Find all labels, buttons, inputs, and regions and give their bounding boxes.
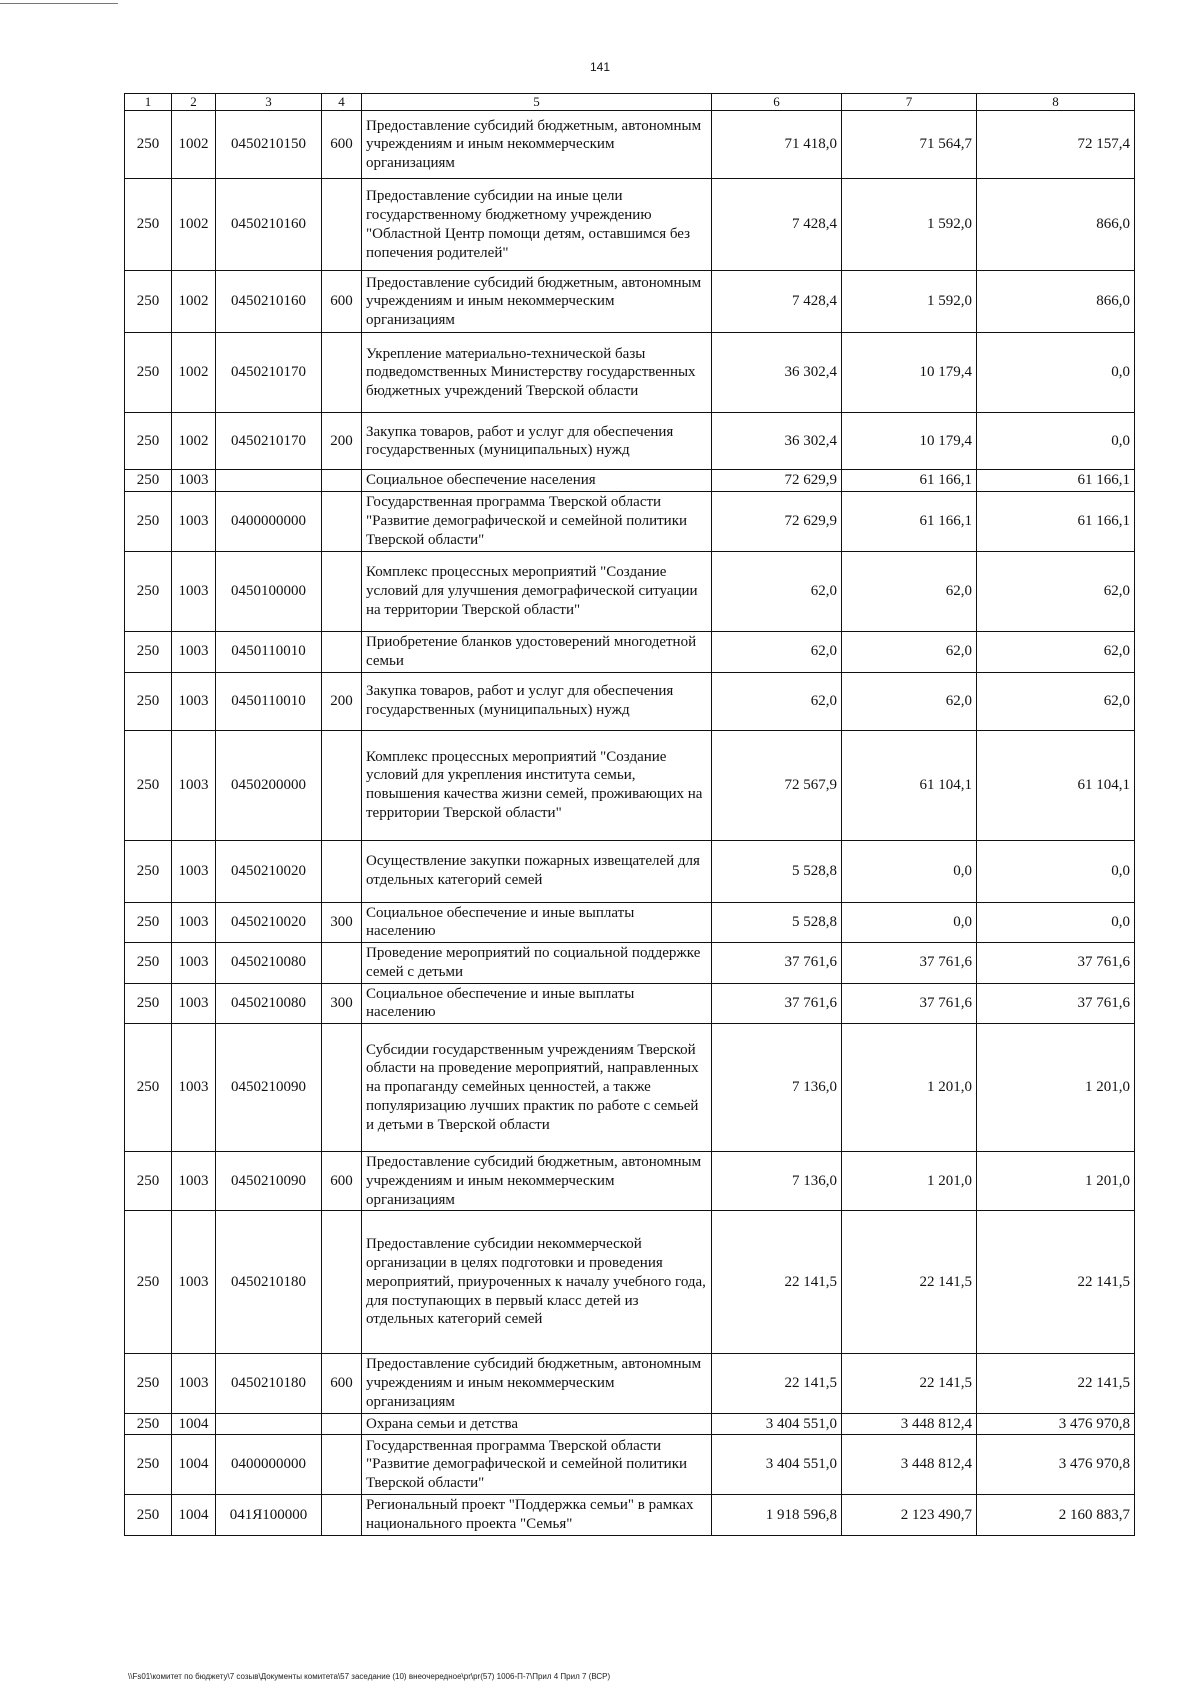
cell-amount-year2: 62,0 (842, 632, 977, 673)
cell-section: 1003 (172, 730, 216, 840)
table-row (125, 943, 1135, 984)
cell-expense-type (322, 1024, 362, 1152)
cell-section: 1003 (172, 632, 216, 673)
cell-amount-year3: 37 761,6 (977, 983, 1135, 1024)
cell-amount-year2: 1 592,0 (842, 271, 977, 333)
table-row (125, 1495, 1135, 1536)
table-row (125, 1413, 1135, 1435)
cell-amount-year3: 62,0 (977, 672, 1135, 730)
cell-name: Региональный проект "Поддержка семьи" в рамках национального проекта "Семья" (362, 1495, 712, 1536)
cell-name: Предоставление субсидий бюджетным, автономным учреждениям и иным некоммерческим организациям (362, 1152, 712, 1211)
cell-name: Охрана семьи и детства (362, 1413, 712, 1435)
cell-amount-year2: 0,0 (842, 902, 977, 943)
cell-target-article: 0450110010 (216, 672, 322, 730)
cell-name: Предоставление субсидии некоммерческой организации в целях подготовки и проведения мероприятий, приуроченных к началу учебного года, для поступающих в первый класс детей из отдельных категорий семей (362, 1211, 712, 1354)
cell-expense-type (322, 470, 362, 492)
cell-target-article: 0450210080 (216, 983, 322, 1024)
cell-grbs: 250 (125, 730, 172, 840)
cell-target-article: 0450210160 (216, 271, 322, 333)
cell-section: 1004 (172, 1435, 216, 1495)
cell-section: 1002 (172, 271, 216, 333)
table-row (125, 1211, 1135, 1354)
cell-amount-year3: 866,0 (977, 271, 1135, 333)
cell-section: 1002 (172, 179, 216, 271)
cell-amount-year2: 37 761,6 (842, 943, 977, 984)
cell-section: 1003 (172, 983, 216, 1024)
cell-section: 1003 (172, 902, 216, 943)
cell-grbs: 250 (125, 1495, 172, 1536)
cell-expense-type (322, 333, 362, 413)
cell-expense-type (322, 1211, 362, 1354)
cell-section: 1003 (172, 840, 216, 902)
cell-amount-year3: 2 160 883,7 (977, 1495, 1135, 1536)
cell-name: Комплекс процессных мероприятий "Создание условий для укрепления института семьи, повышения качества жизни семей, проживающих на территории Тверской области" (362, 730, 712, 840)
cell-name: Осуществление закупки пожарных извещателей для отдельных категорий семей (362, 840, 712, 902)
cell-grbs: 250 (125, 179, 172, 271)
table-row (125, 470, 1135, 492)
cell-expense-type: 600 (322, 111, 362, 179)
cell-target-article: 0400000000 (216, 1435, 322, 1495)
cell-amount-year2: 61 166,1 (842, 470, 977, 492)
cell-grbs: 250 (125, 333, 172, 413)
cell-section: 1003 (172, 1211, 216, 1354)
cell-amount-year2: 62,0 (842, 552, 977, 632)
cell-amount-year1: 5 528,8 (712, 902, 842, 943)
cell-name: Предоставление субсидий бюджетным, автономным учреждениям и иным некоммерческим организациям (362, 271, 712, 333)
cell-amount-year3: 61 166,1 (977, 470, 1135, 492)
page-number: 141 (589, 60, 611, 74)
cell-amount-year3: 37 761,6 (977, 943, 1135, 984)
cell-grbs: 250 (125, 470, 172, 492)
cell-expense-type (322, 1413, 362, 1435)
cell-grbs: 250 (125, 840, 172, 902)
cell-name: Предоставление субсидий бюджетным, автономным учреждениям и иным некоммерческим организациям (362, 1354, 712, 1413)
cell-amount-year3: 866,0 (977, 179, 1135, 271)
cell-amount-year3: 1 201,0 (977, 1152, 1135, 1211)
cell-amount-year1: 7 428,4 (712, 271, 842, 333)
table-row (125, 902, 1135, 943)
cell-amount-year1: 22 141,5 (712, 1211, 842, 1354)
cell-section: 1003 (172, 1354, 216, 1413)
cell-grbs: 250 (125, 1152, 172, 1211)
cell-section: 1004 (172, 1495, 216, 1536)
cell-name: Укрепление материально-технической базы подведомственных Министерству государственных бюджетных учреждений Тверской области (362, 333, 712, 413)
cell-grbs: 250 (125, 1435, 172, 1495)
cell-amount-year3: 0,0 (977, 333, 1135, 413)
cell-expense-type: 600 (322, 1354, 362, 1413)
cell-amount-year2: 0,0 (842, 840, 977, 902)
cell-grbs: 250 (125, 552, 172, 632)
cell-target-article: 0450210020 (216, 902, 322, 943)
cell-grbs: 250 (125, 111, 172, 179)
cell-amount-year1: 62,0 (712, 632, 842, 673)
cell-amount-year3: 62,0 (977, 552, 1135, 632)
cell-name: Субсидии государственным учреждениям Тверской области на проведение мероприятий, направленных на пропаганду семейных ценностей, а также популяризацию лучших практик по работе с семьей и детьми в Тверской области (362, 1024, 712, 1152)
cell-amount-year2: 10 179,4 (842, 413, 977, 470)
cell-expense-type (322, 492, 362, 552)
cell-amount-year3: 3 476 970,8 (977, 1435, 1135, 1495)
cell-expense-type (322, 840, 362, 902)
cell-name: Государственная программа Тверской области "Развитие демографической и семейной политики Тверской области" (362, 492, 712, 552)
cell-amount-year1: 62,0 (712, 672, 842, 730)
cell-expense-type: 300 (322, 983, 362, 1024)
cell-grbs: 250 (125, 1413, 172, 1435)
cell-name: Государственная программа Тверской области "Развитие демографической и семейной политики Тверской области" (362, 1435, 712, 1495)
cell-name: Закупка товаров, работ и услуг для обеспечения государственных (муниципальных) нужд (362, 672, 712, 730)
cell-name: Предоставление субсидии на иные цели государственному бюджетному учреждению "Областной Центр помощи детям, оставшимся без попечения родителей" (362, 179, 712, 271)
cell-amount-year1: 36 302,4 (712, 333, 842, 413)
cell-amount-year1: 37 761,6 (712, 943, 842, 984)
cell-amount-year2: 22 141,5 (842, 1211, 977, 1354)
cell-expense-type: 200 (322, 672, 362, 730)
cell-amount-year2: 61 104,1 (842, 730, 977, 840)
cell-expense-type (322, 1495, 362, 1536)
cell-amount-year2: 10 179,4 (842, 333, 977, 413)
table-row (125, 1024, 1135, 1152)
table-body (125, 111, 1135, 1536)
cell-amount-year2: 22 141,5 (842, 1354, 977, 1413)
table-row (125, 840, 1135, 902)
cell-target-article: 0450210170 (216, 413, 322, 470)
cell-section: 1003 (172, 552, 216, 632)
cell-target-article: 041Я100000 (216, 1495, 322, 1536)
cell-expense-type (322, 552, 362, 632)
table-row (125, 1435, 1135, 1495)
cell-amount-year2: 37 761,6 (842, 983, 977, 1024)
cell-target-article: 0450210150 (216, 111, 322, 179)
column-header: 7 (842, 94, 977, 111)
cell-section: 1003 (172, 943, 216, 984)
cell-amount-year1: 7 428,4 (712, 179, 842, 271)
cell-amount-year1: 3 404 551,0 (712, 1413, 842, 1435)
cell-name: Закупка товаров, работ и услуг для обеспечения государственных (муниципальных) нужд (362, 413, 712, 470)
cell-amount-year3: 61 166,1 (977, 492, 1135, 552)
footer-file-path: \\Fs01\комитет по бюджету\7 созыв\Документы комитета\57 заседание (10) внеочередное\pr\pr(57) 1006-П-7\Прил 4 Прил 7 (ВСР) (128, 1672, 611, 1681)
cell-section: 1003 (172, 1024, 216, 1152)
cell-amount-year2: 1 201,0 (842, 1152, 977, 1211)
cell-section: 1004 (172, 1413, 216, 1435)
cell-name: Социальное обеспечение населения (362, 470, 712, 492)
cell-target-article: 0450210180 (216, 1211, 322, 1354)
cell-target-article: 0450210170 (216, 333, 322, 413)
cell-expense-type (322, 1435, 362, 1495)
cell-amount-year3: 62,0 (977, 632, 1135, 673)
cell-section: 1003 (172, 470, 216, 492)
cell-target-article (216, 470, 322, 492)
table-row (125, 632, 1135, 673)
cell-amount-year2: 62,0 (842, 672, 977, 730)
cell-amount-year1: 1 918 596,8 (712, 1495, 842, 1536)
cell-target-article: 0450200000 (216, 730, 322, 840)
table-row (125, 413, 1135, 470)
cell-target-article: 0450110010 (216, 632, 322, 673)
cell-expense-type (322, 179, 362, 271)
column-header: 4 (322, 94, 362, 111)
cell-amount-year3: 22 141,5 (977, 1211, 1135, 1354)
cell-grbs: 250 (125, 492, 172, 552)
cell-target-article: 0450210090 (216, 1024, 322, 1152)
cell-amount-year1: 7 136,0 (712, 1024, 842, 1152)
cell-amount-year1: 7 136,0 (712, 1152, 842, 1211)
cell-grbs: 250 (125, 943, 172, 984)
cell-amount-year2: 71 564,7 (842, 111, 977, 179)
cell-expense-type (322, 632, 362, 673)
table-row (125, 271, 1135, 333)
cell-amount-year3: 1 201,0 (977, 1024, 1135, 1152)
cell-target-article: 0450100000 (216, 552, 322, 632)
cell-expense-type (322, 730, 362, 840)
column-header: 3 (216, 94, 322, 111)
cell-amount-year2: 1 201,0 (842, 1024, 977, 1152)
column-header: 1 (125, 94, 172, 111)
cell-name: Социальное обеспечение и иные выплаты населению (362, 983, 712, 1024)
cell-target-article (216, 1413, 322, 1435)
cell-amount-year1: 37 761,6 (712, 983, 842, 1024)
cell-amount-year1: 5 528,8 (712, 840, 842, 902)
table-row (125, 333, 1135, 413)
cell-amount-year3: 0,0 (977, 840, 1135, 902)
cell-target-article: 0400000000 (216, 492, 322, 552)
cell-amount-year3: 3 476 970,8 (977, 1413, 1135, 1435)
cell-grbs: 250 (125, 1024, 172, 1152)
cell-section: 1002 (172, 111, 216, 179)
cell-expense-type: 200 (322, 413, 362, 470)
cell-grbs: 250 (125, 632, 172, 673)
cell-name: Социальное обеспечение и иные выплаты населению (362, 902, 712, 943)
cell-section: 1003 (172, 492, 216, 552)
cell-name: Предоставление субсидий бюджетным, автономным учреждениям и иным некоммерческим организациям (362, 111, 712, 179)
cell-amount-year1: 72 629,9 (712, 492, 842, 552)
cell-amount-year1: 22 141,5 (712, 1354, 842, 1413)
column-header: 5 (362, 94, 712, 111)
cell-section: 1002 (172, 333, 216, 413)
cell-name: Комплекс процессных мероприятий "Создание условий для улучшения демографической ситуации на территории Тверской области" (362, 552, 712, 632)
cell-expense-type: 600 (322, 1152, 362, 1211)
cell-amount-year1: 62,0 (712, 552, 842, 632)
budget-table (124, 93, 1135, 1536)
cell-amount-year3: 61 104,1 (977, 730, 1135, 840)
cell-target-article: 0450210160 (216, 179, 322, 271)
cell-name: Проведение мероприятий по социальной поддержке семей с детьми (362, 943, 712, 984)
cell-amount-year1: 72 567,9 (712, 730, 842, 840)
cell-amount-year2: 3 448 812,4 (842, 1435, 977, 1495)
cell-target-article: 0450210180 (216, 1354, 322, 1413)
cell-grbs: 250 (125, 672, 172, 730)
table-row (125, 730, 1135, 840)
cell-amount-year1: 3 404 551,0 (712, 1435, 842, 1495)
table-header-row (125, 94, 1135, 111)
cell-grbs: 250 (125, 1354, 172, 1413)
cell-amount-year2: 1 592,0 (842, 179, 977, 271)
column-header: 2 (172, 94, 216, 111)
table-row (125, 1152, 1135, 1211)
cell-target-article: 0450210090 (216, 1152, 322, 1211)
cell-grbs: 250 (125, 1211, 172, 1354)
cell-amount-year3: 0,0 (977, 413, 1135, 470)
cell-target-article: 0450210020 (216, 840, 322, 902)
cell-target-article: 0450210080 (216, 943, 322, 984)
cell-amount-year1: 72 629,9 (712, 470, 842, 492)
cell-expense-type: 300 (322, 902, 362, 943)
table-row (125, 983, 1135, 1024)
column-header: 8 (977, 94, 1135, 111)
cell-amount-year3: 72 157,4 (977, 111, 1135, 179)
cell-amount-year1: 71 418,0 (712, 111, 842, 179)
cell-section: 1002 (172, 413, 216, 470)
cell-section: 1003 (172, 672, 216, 730)
cell-amount-year3: 0,0 (977, 902, 1135, 943)
cell-name: Приобретение бланков удостоверений многодетной семьи (362, 632, 712, 673)
cell-grbs: 250 (125, 271, 172, 333)
cell-amount-year2: 3 448 812,4 (842, 1413, 977, 1435)
cell-amount-year2: 2 123 490,7 (842, 1495, 977, 1536)
cell-grbs: 250 (125, 413, 172, 470)
table-row (125, 492, 1135, 552)
cell-amount-year2: 61 166,1 (842, 492, 977, 552)
table-row (125, 1354, 1135, 1413)
column-header: 6 (712, 94, 842, 111)
table-row (125, 111, 1135, 179)
cell-amount-year1: 36 302,4 (712, 413, 842, 470)
cell-amount-year3: 22 141,5 (977, 1354, 1135, 1413)
table-row (125, 672, 1135, 730)
table-row (125, 179, 1135, 271)
cell-expense-type: 600 (322, 271, 362, 333)
scan-edge-mark (0, 3, 118, 4)
table-row (125, 552, 1135, 632)
cell-grbs: 250 (125, 902, 172, 943)
cell-expense-type (322, 943, 362, 984)
cell-grbs: 250 (125, 983, 172, 1024)
cell-section: 1003 (172, 1152, 216, 1211)
